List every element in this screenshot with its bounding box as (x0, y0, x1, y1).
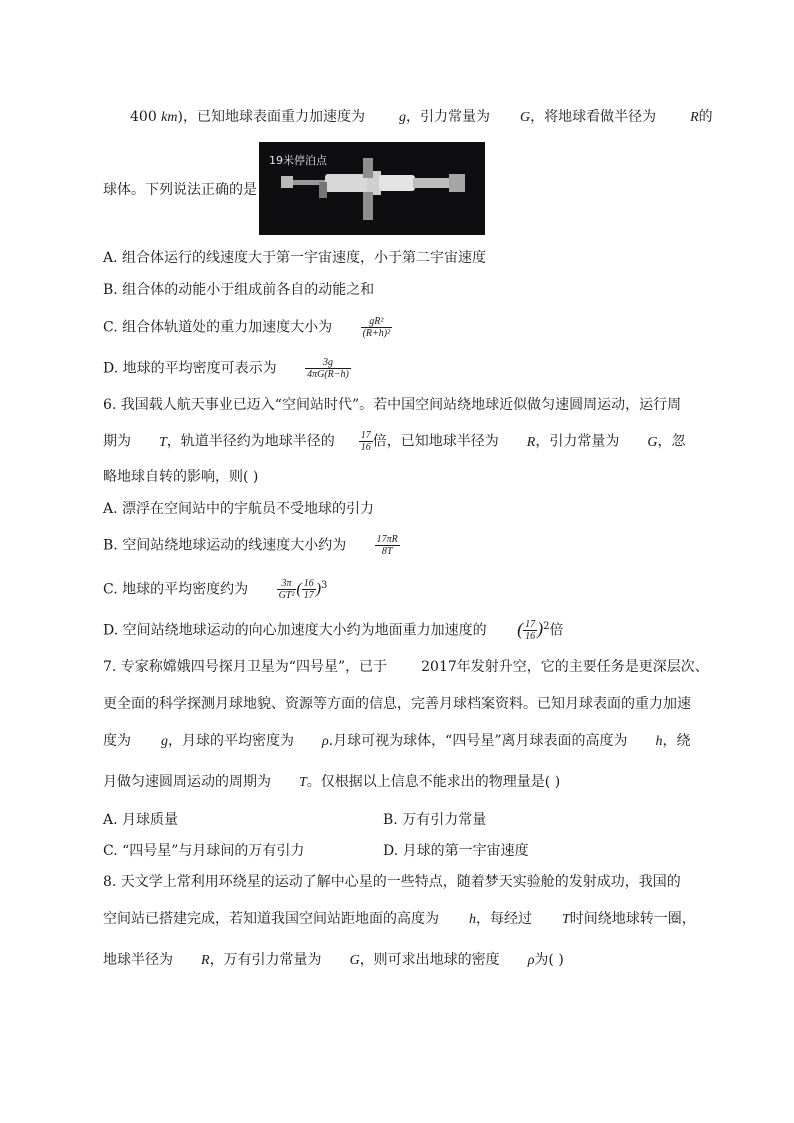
q8-line-3: 地球半径为 R，万有引力常量为 G，则可求出地球的密度 ρ为( ) (103, 952, 564, 968)
q6-line-2: 期为 T，轨道半径约为地球半径的 $\frac{17}{16}$ 倍，已知地球半径为 R，引力常量为 G，忽 (103, 430, 686, 453)
q7-line-4: 月做匀速圆周运动的周期为 T。仅根据以上信息不能求出的物理量是( ) (103, 774, 561, 790)
q6-c-fraction: $\frac{3\pi}{\text{GT²}}$ (278, 578, 295, 602)
space-station-illustration (259, 142, 485, 235)
q6-line-3: 略地球自转的影响，则( ) (103, 469, 259, 485)
q5-option-d: D. 地球的平均密度可表示为 $\frac{3g}{4\pi G(R-h)}$ (103, 357, 349, 380)
q7-option-d: D. 月球的第一宇宙速度 (383, 843, 529, 859)
space-station-photo (259, 142, 485, 235)
q7-option-c: C. “四号星”与月球间的万有引力 (103, 843, 305, 859)
q5-option-c: C. 组合体轨道处的重力加速度大小为 $\frac{\text{gR²}}{\text{(R+h)²}}$ (103, 316, 391, 339)
q6-option-b: B. 空间站绕地球运动的线速度大小约为 $\frac{17\pi R}{8T}$ (103, 534, 398, 557)
q5-c-fraction: $\frac{\text{gR²}}{\text{(R+h)²}}$ (362, 316, 391, 339)
q6-option-c: C. 地球的平均密度约为 $\frac{3\pi}{\text{GT²}}$ ( $\frac{16}{17}$ )$^3$ (103, 578, 328, 602)
q6-b-fraction: $\frac{17\pi R}{8T}$ (376, 534, 398, 557)
q7-option-a: A. 月球质量 (103, 812, 179, 828)
q5-option-b: B. 组合体的动能小于组成前各自的动能之和 (103, 282, 375, 298)
q8-line-2: 空间站已搭建完成，若知道我国空间站距地面的高度为 h，每经过 T时间绕地球转一圈， (103, 911, 696, 927)
q6-c-paren-fraction: $\frac{16}{17}$ (303, 578, 314, 602)
q7-line-2: 更全面的科学探测月球地貌、资源等方面的信息，完善月球档案资料。已知月球表面的重力加速 (103, 696, 691, 712)
q5-option-a: A. 组合体运行的线速度大于第一宇宙速度，小于第二宇宙速度 (103, 250, 487, 266)
q6-line-1: 6. 我国载人航天事业已迈入“空间站时代”。若中国空间站绕地球近似做匀速圆周运动，运行周 (103, 397, 682, 413)
photo-caption: 19米停泊点 (269, 154, 327, 167)
q7-option-b: B. 万有引力常量 (383, 812, 487, 828)
q7-line-1: 7. 专家称嫦娥四号探月卫星为“四号星”，已于 2017年发射升空，它的主要任务是更深层次、 (103, 659, 709, 675)
q6-d-fraction: $\frac{17}{16}$ (525, 619, 536, 643)
q5-d-fraction: $\frac{3g}{4\pi G(R-h)}$ (307, 357, 349, 380)
q5-line-1: 400 km)，已知地球表面重力加速度为 g，引力常量为 G，将地球看做半径为 R的 (130, 109, 713, 125)
q6-option-a: A. 漂浮在空间站中的宇航员不受地球的引力 (103, 501, 375, 517)
q5-line-2: 球体。下列说法正确的是 (103, 182, 257, 198)
q8-line-1: 8. 天文学上常利用环绕星的运动了解中心星的一些特点，随着梦天实验舱的发射成功，我国的 (103, 874, 681, 890)
q6-ratio-fraction: $\frac{17}{16}$ (360, 430, 371, 453)
q6-option-d: D. 空间站绕地球运动的向心加速度大小约为地面重力加速度的 ( $\frac{17}{16}$ )$^2$倍 (103, 618, 564, 643)
q7-line-3: 度为 g，月球的平均密度为 ρ.月球可视为球体，“四号星”离月球表面的高度为 h，绕 (103, 733, 691, 749)
